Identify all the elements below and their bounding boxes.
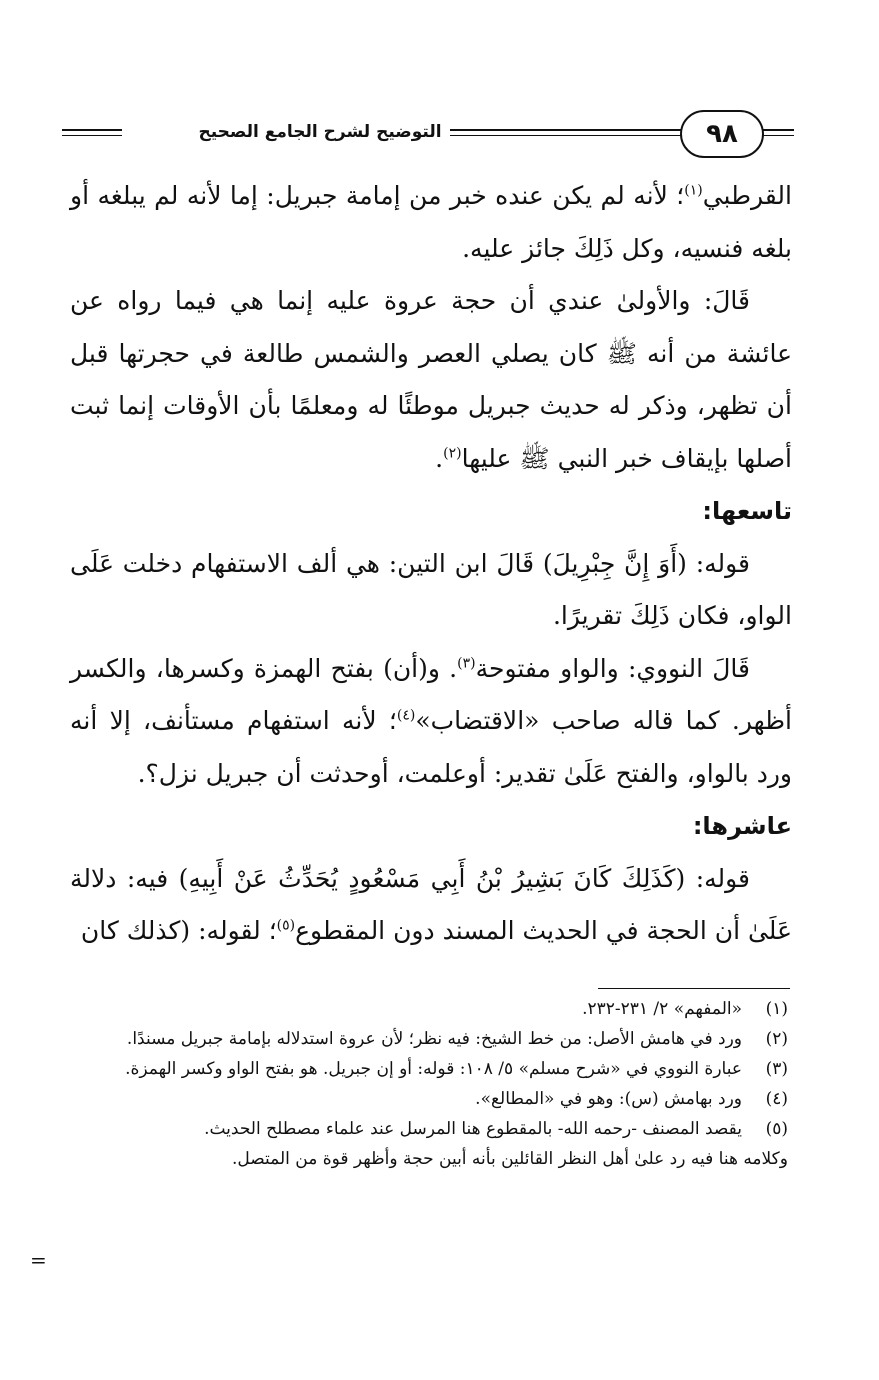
footnote-number: (٣) (765, 1059, 788, 1079)
footnote-text: ورد في هامش الأصل: من خط الشيخ: فيه نظر؛ لأن عروة استدلاله بإمامة جبريل مسندًا. (126, 1029, 742, 1049)
text-run: ؛ لأنه استفهام مستأنف، إلا أنه ورد بالواو، والفتح عَلَىٰ تقدير: أوعلمت، أوحدثت أن جبريل نزل؟. (70, 706, 792, 788)
paragraph-3: قوله: (أَوَ إِنَّ جِبْرِيلَ) قَالَ ابن التين: هي ألف الاستفهام دخلت عَلَى الواو، فكان ذَلِكَ تقريرًا. (70, 548, 792, 630)
footnote-number: (١) (765, 999, 788, 1019)
footnote-1 (66, 994, 788, 1024)
footnote-3 (66, 1054, 788, 1084)
footnote-continuation: وكلامه هنا فيه رد علىٰ أهل النظر القائلين بأنه أبين حجة وأظهر قوة من المتصل. (231, 1149, 788, 1169)
footnote-text: عبارة النووي في «شرح مسلم» ٥/ ١٠٨: قوله: أو إن جبريل. هو بفتح الواو وكسر الهمزة. (125, 1059, 742, 1079)
heading-tenth: عاشرها: (692, 812, 792, 840)
footnote-separator (598, 988, 790, 989)
text-run: القرطبي (702, 181, 792, 210)
footnote-ref-5[interactable]: (٥) (276, 917, 296, 934)
footnote-2 (66, 1024, 788, 1054)
book-title: التوضيح لشرح الجامع الصحيح (190, 122, 450, 142)
text-run: قَالَ: والأولىٰ عندي أن حجة عروة عليه إنما هي فيما رواه عن عائشة من أنه ﷺ كان يصلي العصر والشمس طالعة في حجرتها قبل أن تظهر، وذكر له حديث جبريل موطئًا له ومعلمًا بأن الأوقات إنما ثبت أصلها بإيقاف خبر النبي ﷺ عليها (70, 286, 792, 473)
paragraph-1 (70, 170, 792, 275)
text-run: . و(أن) بفتح الهمزة وكسرها، والكسر أظهر. كما قاله صاحب «الاقتضاب» (70, 653, 792, 735)
footnotes (66, 994, 788, 1174)
footnote-4 (66, 1084, 788, 1114)
footnote-5 (66, 1114, 788, 1144)
text-run: ؛ لقوله: (كذلك كان (80, 916, 277, 945)
page-header (62, 108, 794, 160)
footnote-text: ورد بهامش (س): وهو في «المطالع». (475, 1089, 742, 1109)
heading-ninth: تاسعها: (702, 497, 792, 525)
page-number: ٩٨ (680, 110, 764, 158)
text-run: . (435, 443, 444, 473)
paragraph-5 (70, 853, 792, 958)
footnote-ref-4[interactable]: (٤) (396, 707, 416, 724)
footnote-ref-3[interactable]: (٣) (457, 655, 476, 672)
text-run: قَالَ النووي: والواو مفتوحة (475, 653, 750, 683)
footnote-ref-2[interactable]: (٢) (443, 445, 462, 462)
text-run: ؛ لأنه لم يكن عنده خبر من إمامة جبريل: إما لأنه لم يبلغه أو بلغه فنسيه، وكل ذَلِكَ جائز عليه. (70, 181, 792, 263)
paragraph-4 (70, 643, 792, 801)
paragraph-2 (70, 275, 792, 485)
footnote-text: «المفهم» ٢/ ٢٣١-٢٣٢. (582, 999, 742, 1019)
footnote-number: (٤) (765, 1089, 788, 1109)
continuation-mark: = (30, 1248, 47, 1272)
text-run: قوله: (كَذَلِكَ كَانَ بَشِيرُ بْنُ أَبِي مَسْعُودٍ يُحَدِّثُ عَنْ أَبِيهِ) فيه: دلالة عَلَىٰ أن الحجة في الحديث المسند دون المقطوع (70, 863, 792, 945)
header-rule-left (62, 129, 122, 131)
header-rule-left-thin (62, 135, 122, 136)
footnote-number: (٢) (765, 1029, 788, 1049)
footnote-text: يقصد المصنف -رحمه الله- بالمقطوع هنا المرسل عند علماء مصطلح الحديث. (204, 1119, 742, 1139)
footnote-number: (٥) (765, 1119, 788, 1139)
footnote-ref-1[interactable]: (١) (684, 182, 703, 199)
main-text (70, 170, 792, 958)
